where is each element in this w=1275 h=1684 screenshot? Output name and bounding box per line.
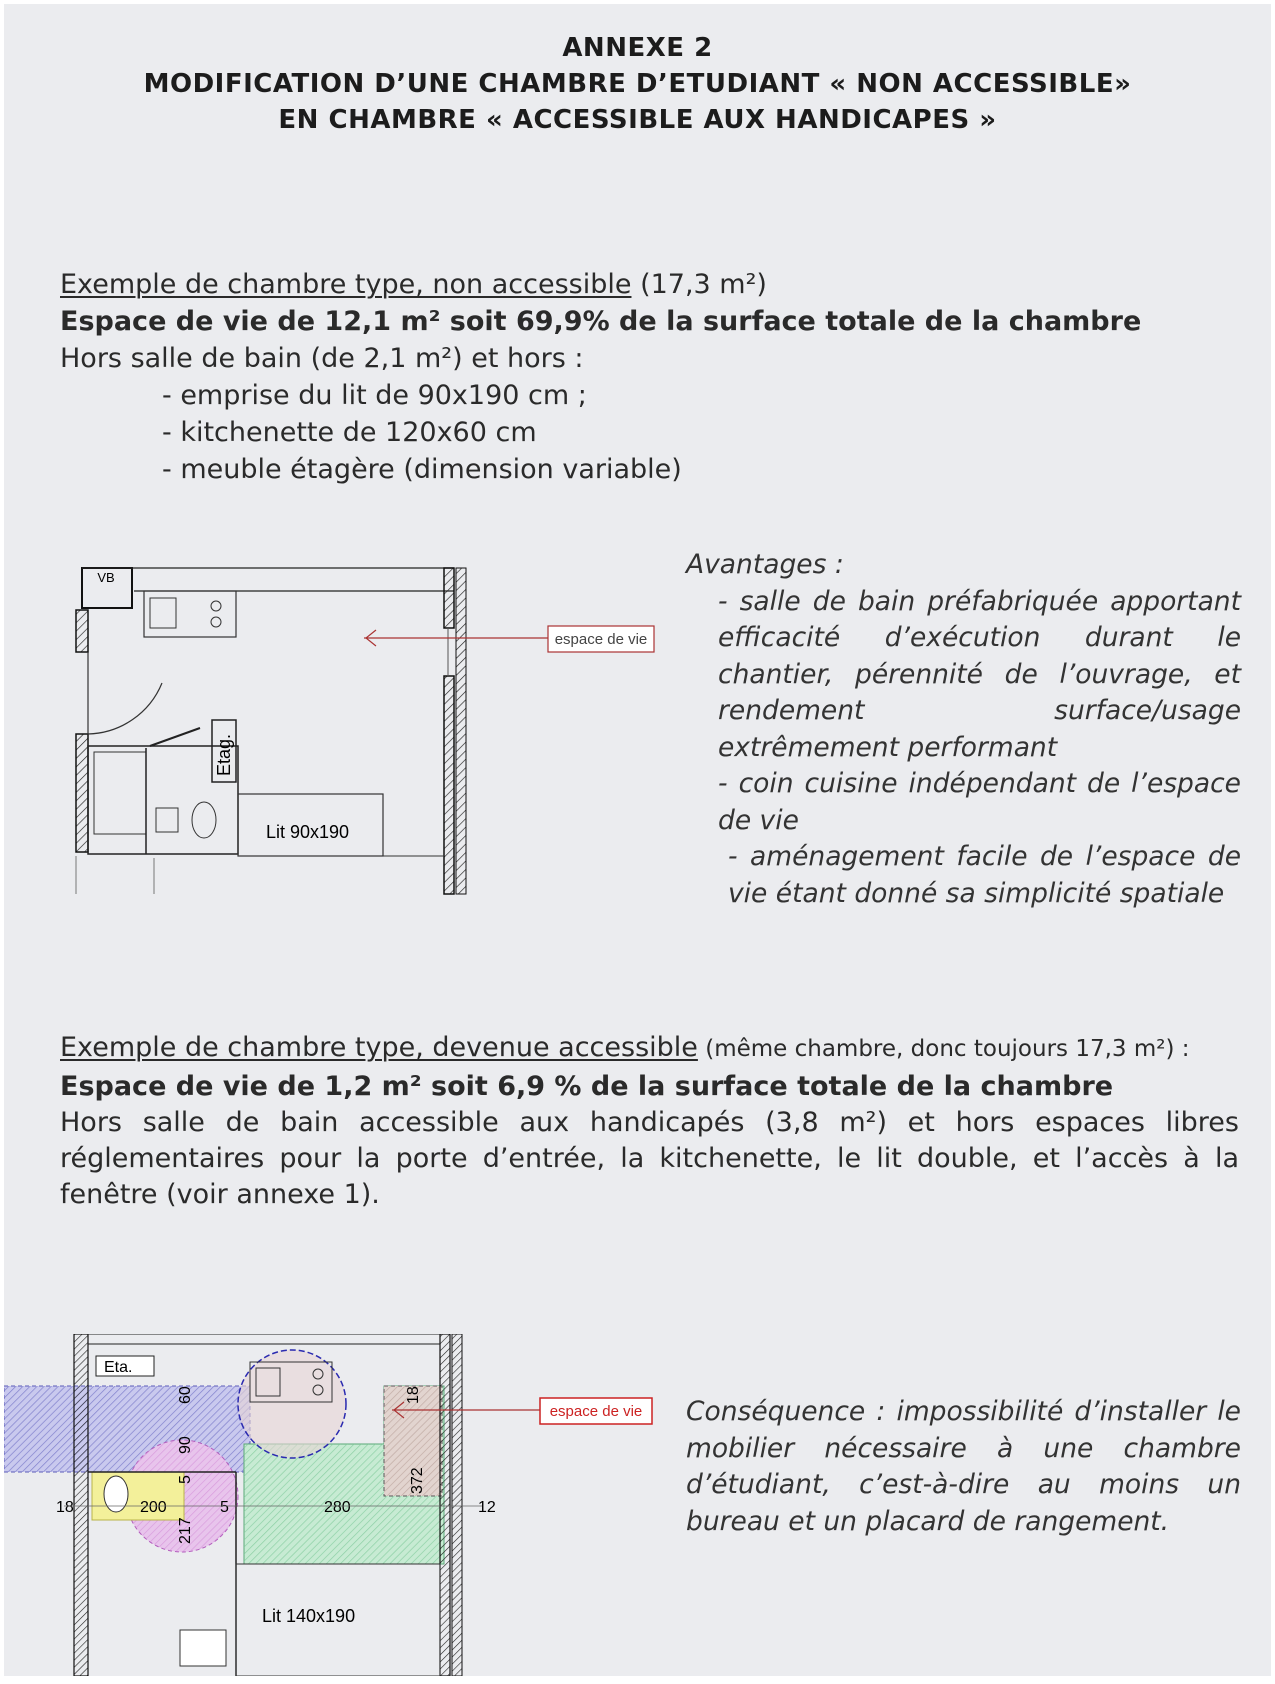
section2-living-space: Espace de vie de 1,2 m² soit 6,9 % de la surface totale de la chambre xyxy=(60,1071,1114,1102)
floor-plan-accessible xyxy=(4,1334,664,1676)
dim-label: 12 xyxy=(478,1499,496,1516)
wall-segment xyxy=(76,610,88,652)
advantage-item: - aménagement facile de l’espace de vie étant donné sa simplicité spatiale xyxy=(728,841,1241,909)
section1-intro: Hors salle de bain (de 2,1 m²) et hors : xyxy=(60,343,584,374)
advantage-item: - salle de bain préfabriquée apportant efficacité d’exécution durant le chantier, pérennité de l’ouvrage, et rendement surface/usage extrêmement performant xyxy=(718,585,1241,763)
dim-label: 60 xyxy=(177,1386,194,1404)
advantages-block xyxy=(686,547,1241,912)
dim-label: 200 xyxy=(140,1499,167,1516)
section2-paragraph: Hors salle de bain accessible aux handicapés (3,8 m²) et hors espaces libres réglementaires pour la porte d’entrée, la kitchenette, le lit double, et l’accès à la fenêtre (voir annexe 1). xyxy=(60,1107,1239,1210)
dim-label: 5 xyxy=(220,1499,229,1516)
header-title-line1: MODIFICATION D’UNE CHAMBRE D’ETUDIANT « NON ACCESSIBLE» xyxy=(143,69,1132,99)
kitchen-turning-circle xyxy=(238,1350,346,1458)
section2-area: (même chambre, donc toujours 17,3 m²) : xyxy=(697,1036,1190,1062)
floor-plan-non-accessible xyxy=(64,558,664,898)
section1-item: - emprise du lit de 90x190 cm ; xyxy=(162,380,587,411)
dim-label: 5 xyxy=(177,1475,194,1484)
section1-title: Exemple de chambre type, non accessible xyxy=(60,269,632,300)
header-title-line2: EN CHAMBRE « ACCESSIBLE AUX HANDICAPES » xyxy=(278,105,997,135)
bed-label: Lit 140x190 xyxy=(262,1606,356,1626)
shelf-label: Eta. xyxy=(104,1359,133,1376)
dim-label: 90 xyxy=(177,1436,194,1454)
dim-label: 280 xyxy=(324,1499,351,1516)
section1-area: (17,3 m²) xyxy=(631,269,767,300)
header-annex: ANNEXE 2 xyxy=(562,33,713,63)
section1-item: - meuble étagère (dimension variable) xyxy=(162,454,682,485)
dim-label: 217 xyxy=(177,1517,194,1544)
door-arc xyxy=(88,652,162,734)
section-non-accessible xyxy=(60,266,1239,488)
shelf-label: Etag. xyxy=(214,733,234,776)
bed-label: Lit 90x190 xyxy=(266,822,350,842)
espace-de-vie-label: espace de vie xyxy=(549,1403,643,1420)
vb-label: VB xyxy=(97,570,115,585)
consequence-block: Conséquence : impossibilité d’installer le mobilier nécessaire à une chambre d’étudiant, c’est-à-dire au moins un bureau et un placard de rangement. xyxy=(686,1396,1241,1537)
document-header xyxy=(4,30,1271,138)
dim-label: 372 xyxy=(409,1467,426,1494)
section1-item: - kitchenette de 120x60 cm xyxy=(162,417,537,448)
wall-segment xyxy=(76,734,88,852)
section2-title: Exemple de chambre type, devenue accessible xyxy=(60,1032,698,1063)
advantages-title: Avantages : xyxy=(686,549,844,580)
page xyxy=(4,4,1271,1676)
section-accessible xyxy=(60,1029,1239,1213)
dim-label: 18 xyxy=(405,1386,422,1404)
dim-label: 18 xyxy=(56,1499,74,1516)
section1-living-space: Espace de vie de 12,1 m² soit 69,9% de la surface totale de la chambre xyxy=(60,306,1142,337)
espace-de-vie-label: espace de vie xyxy=(554,631,648,648)
advantage-item: - coin cuisine indépendant de l’espace de vie xyxy=(718,768,1241,836)
